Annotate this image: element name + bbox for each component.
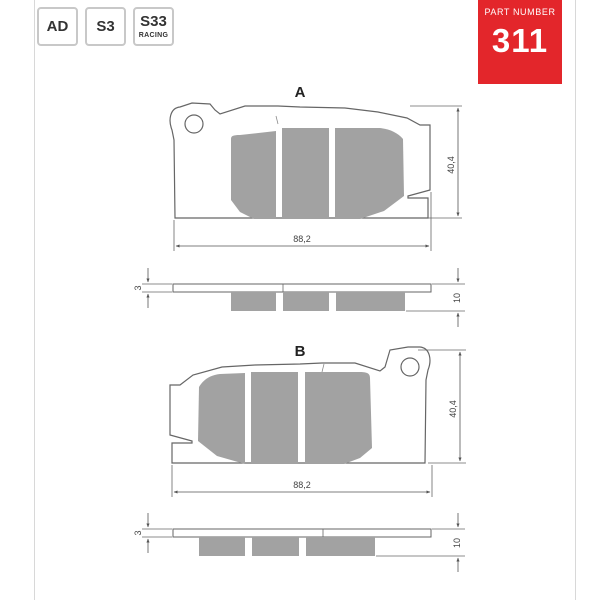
view-a-height-value: 40,4: [446, 156, 456, 174]
view-a-side-friction-right: [336, 292, 405, 311]
view-a-friction-block-left: [231, 131, 276, 219]
view-b-friction-block-right: [305, 372, 372, 464]
badge-s33-label: S33: [140, 13, 167, 30]
view-a-friction-blocks: [231, 128, 404, 219]
view-a-mount-hole: [185, 115, 203, 133]
view-a-side-profile: [173, 284, 431, 311]
view-a-backing-thickness-value: 3: [133, 285, 143, 291]
badge-s3-label: S3: [96, 18, 115, 35]
part-number-value: 311: [491, 22, 549, 59]
view-b-width-value: 88,2: [293, 480, 311, 490]
view-a-side-friction-middle: [283, 292, 329, 311]
badge-ad-label: AD: [46, 18, 69, 35]
view-a-side-friction-left: [231, 292, 276, 311]
view-b-total-thickness-value: 10: [452, 537, 462, 549]
view-a-label: A: [294, 84, 306, 101]
view-b-side-friction-middle: [252, 537, 299, 556]
view-b-side-friction-left: [199, 537, 245, 556]
part-number-label: PART NUMBER: [484, 7, 556, 17]
view-a-width-value: 88,2: [293, 234, 311, 244]
view-b-side-backing: [173, 529, 431, 537]
view-a-side-backing: [173, 284, 431, 292]
view-b-side-friction-right: [306, 537, 375, 556]
view-b-mount-hole: [401, 358, 419, 376]
view-b-side-profile: [173, 529, 431, 556]
view-b-backing-thickness-value: 3: [133, 530, 143, 536]
view-a-total-thickness-value: 10: [452, 292, 462, 304]
view-b-friction-block-middle: [251, 372, 298, 464]
view-b-friction-blocks: [198, 372, 372, 464]
badge-s33-sublabel: RACING: [138, 32, 169, 39]
view-b-label: B: [294, 343, 306, 360]
view-b-height-value: 40,4: [448, 400, 458, 418]
view-a-friction-block-middle: [282, 128, 329, 219]
